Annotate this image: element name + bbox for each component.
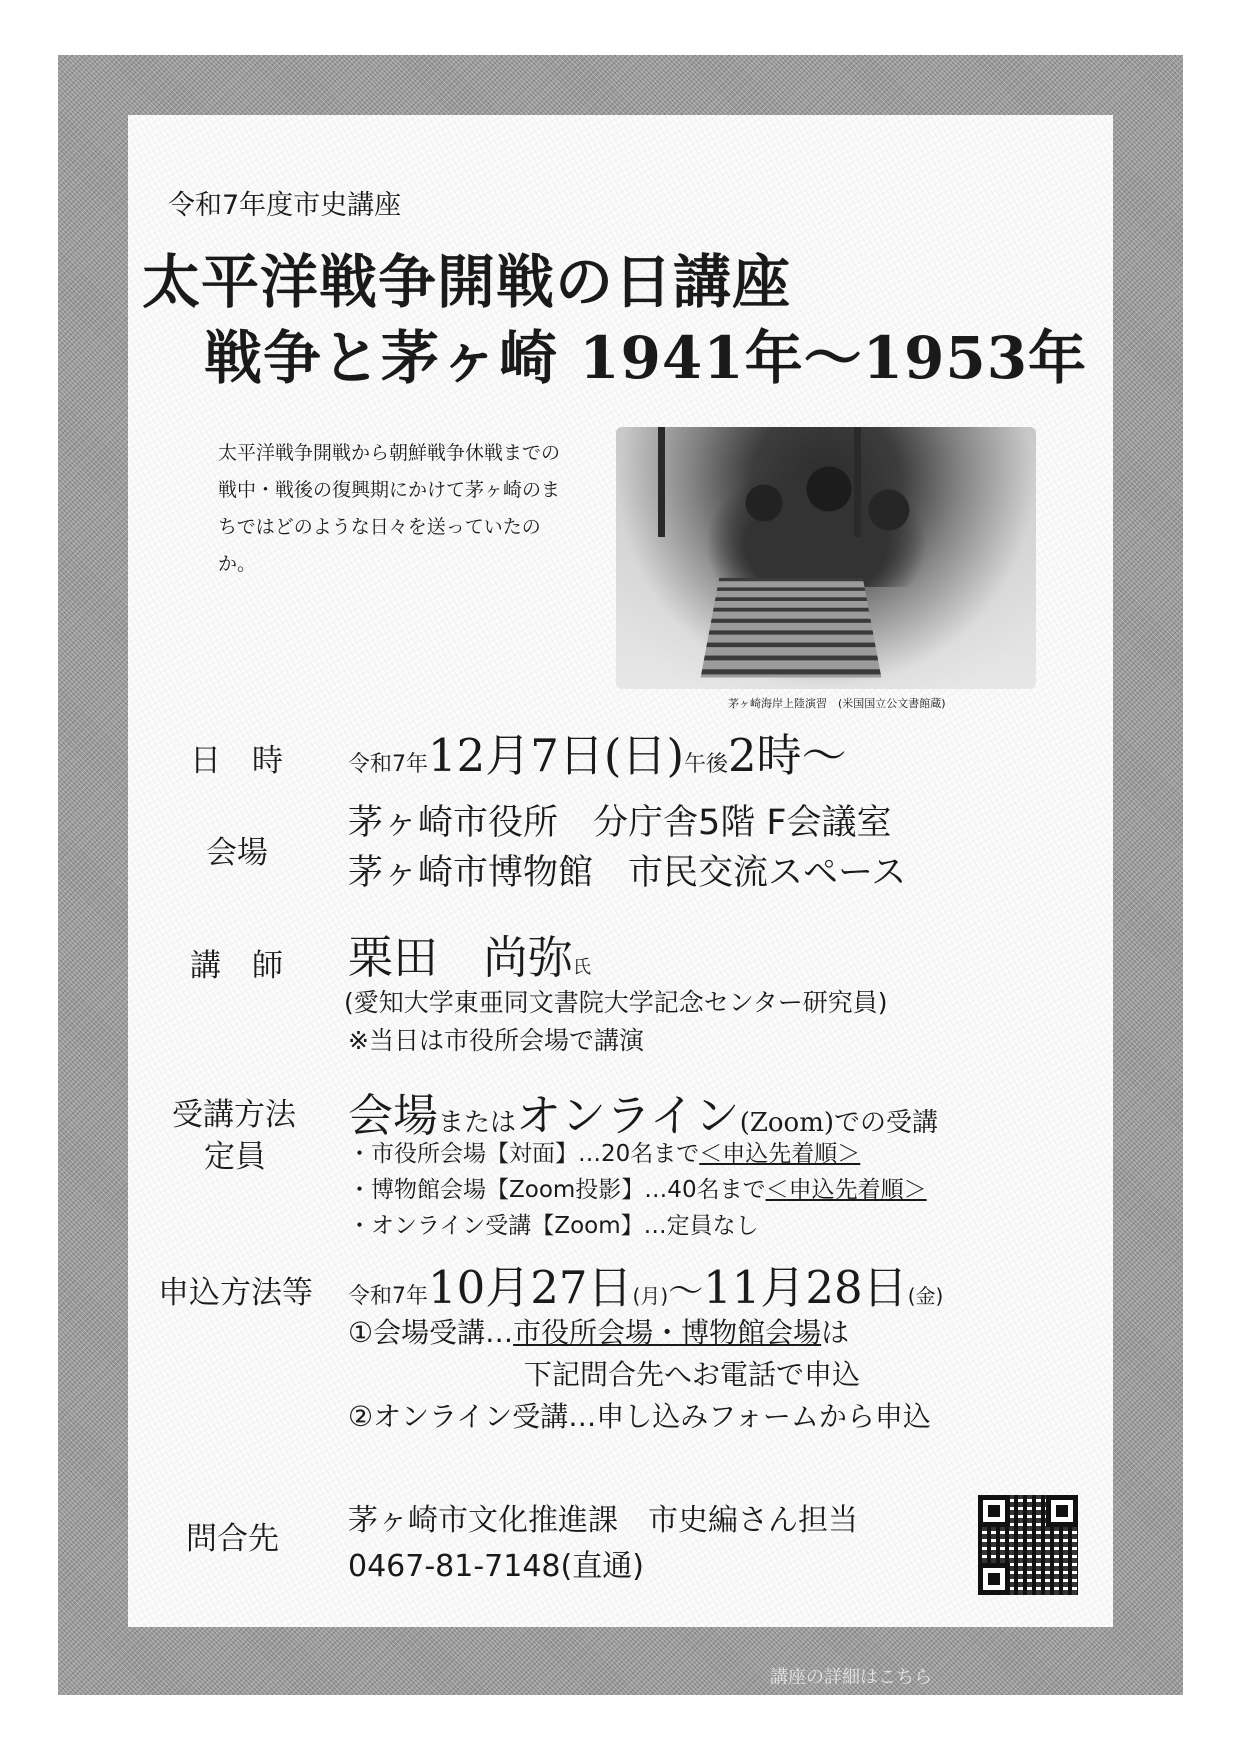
title-line-1: 太平洋戦争開戦の日講座 <box>142 248 792 316</box>
attendance-item-2 <box>348 1171 927 1204</box>
application-line-3: ②オンライン受講…申し込みフォームから申込 <box>348 1400 931 1433</box>
poster-paper <box>128 115 1113 1627</box>
contact-phone: 0467-81-7148(直通) <box>348 1549 644 1584</box>
attendance-head-venue: 会場 <box>348 1089 439 1142</box>
qr-finder-top-left <box>978 1495 1010 1527</box>
attendance-item-1-order: ＜申込先着順＞ <box>699 1141 861 1167</box>
photo-pole-left <box>658 427 665 537</box>
qr-finder-bottom-left <box>978 1563 1010 1595</box>
qr-code[interactable] <box>978 1495 1078 1595</box>
application-period <box>348 1251 943 1316</box>
venue-label: 会場 <box>206 835 268 871</box>
venue-line-2: 茅ヶ崎市博物館 市民交流スペース <box>348 853 907 893</box>
attendance-item-2-text: ・博物館会場【Zoom投影】…40名まで <box>348 1177 766 1203</box>
datetime-value <box>348 719 847 784</box>
venue-line-1: 茅ヶ崎市役所 分庁舎5階 F会議室 <box>348 803 892 843</box>
application-start: 10月27日 <box>428 1261 633 1314</box>
datetime-date: 12月7日(日) <box>428 729 685 782</box>
photo-soldiers <box>686 447 946 587</box>
application-end: 11月28日 <box>703 1261 908 1314</box>
qr-note: 講座の詳細はこちら <box>770 1667 932 1688</box>
lecturer-name-row <box>348 921 591 986</box>
application-tilde: ～ <box>668 1272 704 1312</box>
attendance-item-3: ・オンライン受講【Zoom】…定員なし <box>348 1213 759 1239</box>
application-line-1-b: 市役所会場・博物館会場 <box>513 1316 822 1349</box>
attendance-label: 受講方法 <box>172 1097 296 1133</box>
lecturer-note: ※当日は市役所会場で講演 <box>348 1026 644 1055</box>
attendance-head-online: オンライン <box>516 1089 740 1142</box>
attendance-head-zoom: (Zoom)での受講 <box>739 1108 939 1138</box>
photo-landing-ramp <box>701 578 882 678</box>
attendance-item-1-text: ・市役所会場【対面】…20名まで <box>348 1141 700 1167</box>
poster-frame <box>58 55 1183 1695</box>
contact-line-1: 茅ヶ崎市文化推進課 市史編さん担当 <box>348 1503 858 1538</box>
series-label: 令和7年度市史講座 <box>168 190 402 221</box>
photo-pole-right <box>854 427 861 537</box>
title-line-2: 戦争と茅ヶ崎 1941年～1953年 <box>204 324 1088 392</box>
qr-finder-top-right <box>1046 1495 1078 1527</box>
landing-exercise-photo <box>616 427 1036 689</box>
datetime-time-prefix: 午後 <box>684 752 729 777</box>
contact-label: 問合先 <box>186 1521 279 1557</box>
attendance-item-2-order: ＜申込先着順＞ <box>765 1177 927 1203</box>
attendance-head-or: または <box>438 1108 517 1138</box>
application-era: 令和7年 <box>348 1284 428 1309</box>
lecturer-label: 講 師 <box>190 948 283 984</box>
lecturer-affiliation: (愛知大学東亜同文書院大学記念センター研究員) <box>344 988 888 1017</box>
application-line-1-c: は <box>821 1316 850 1349</box>
application-label: 申込方法等 <box>158 1275 313 1311</box>
application-end-dow: (金) <box>907 1284 944 1308</box>
capacity-label: 定員 <box>204 1139 266 1175</box>
application-line-1-a: ①会場受講… <box>348 1316 514 1349</box>
photo-caption: 茅ヶ崎海岸上陸演習 (米国国立公文書館蔵) <box>728 697 946 710</box>
application-line-1 <box>348 1311 849 1351</box>
application-start-dow: (月) <box>632 1284 669 1308</box>
datetime-time: 2時～ <box>728 729 847 782</box>
intro-text: 太平洋戦争開戦から朝鮮戦争休戦までの戦中・戦後の復興期にかけて茅ヶ崎のまちではどのような日々を送っていたのか。 <box>218 442 561 575</box>
application-line-2: 下記問合先へお電話で申込 <box>524 1358 861 1391</box>
lecturer-name: 栗田 尚弥 <box>348 931 574 984</box>
attendance-item-1 <box>348 1135 860 1168</box>
lecturer-honorific: 氏 <box>573 957 592 978</box>
datetime-era: 令和7年 <box>348 752 428 777</box>
datetime-label: 日 時 <box>190 743 283 779</box>
